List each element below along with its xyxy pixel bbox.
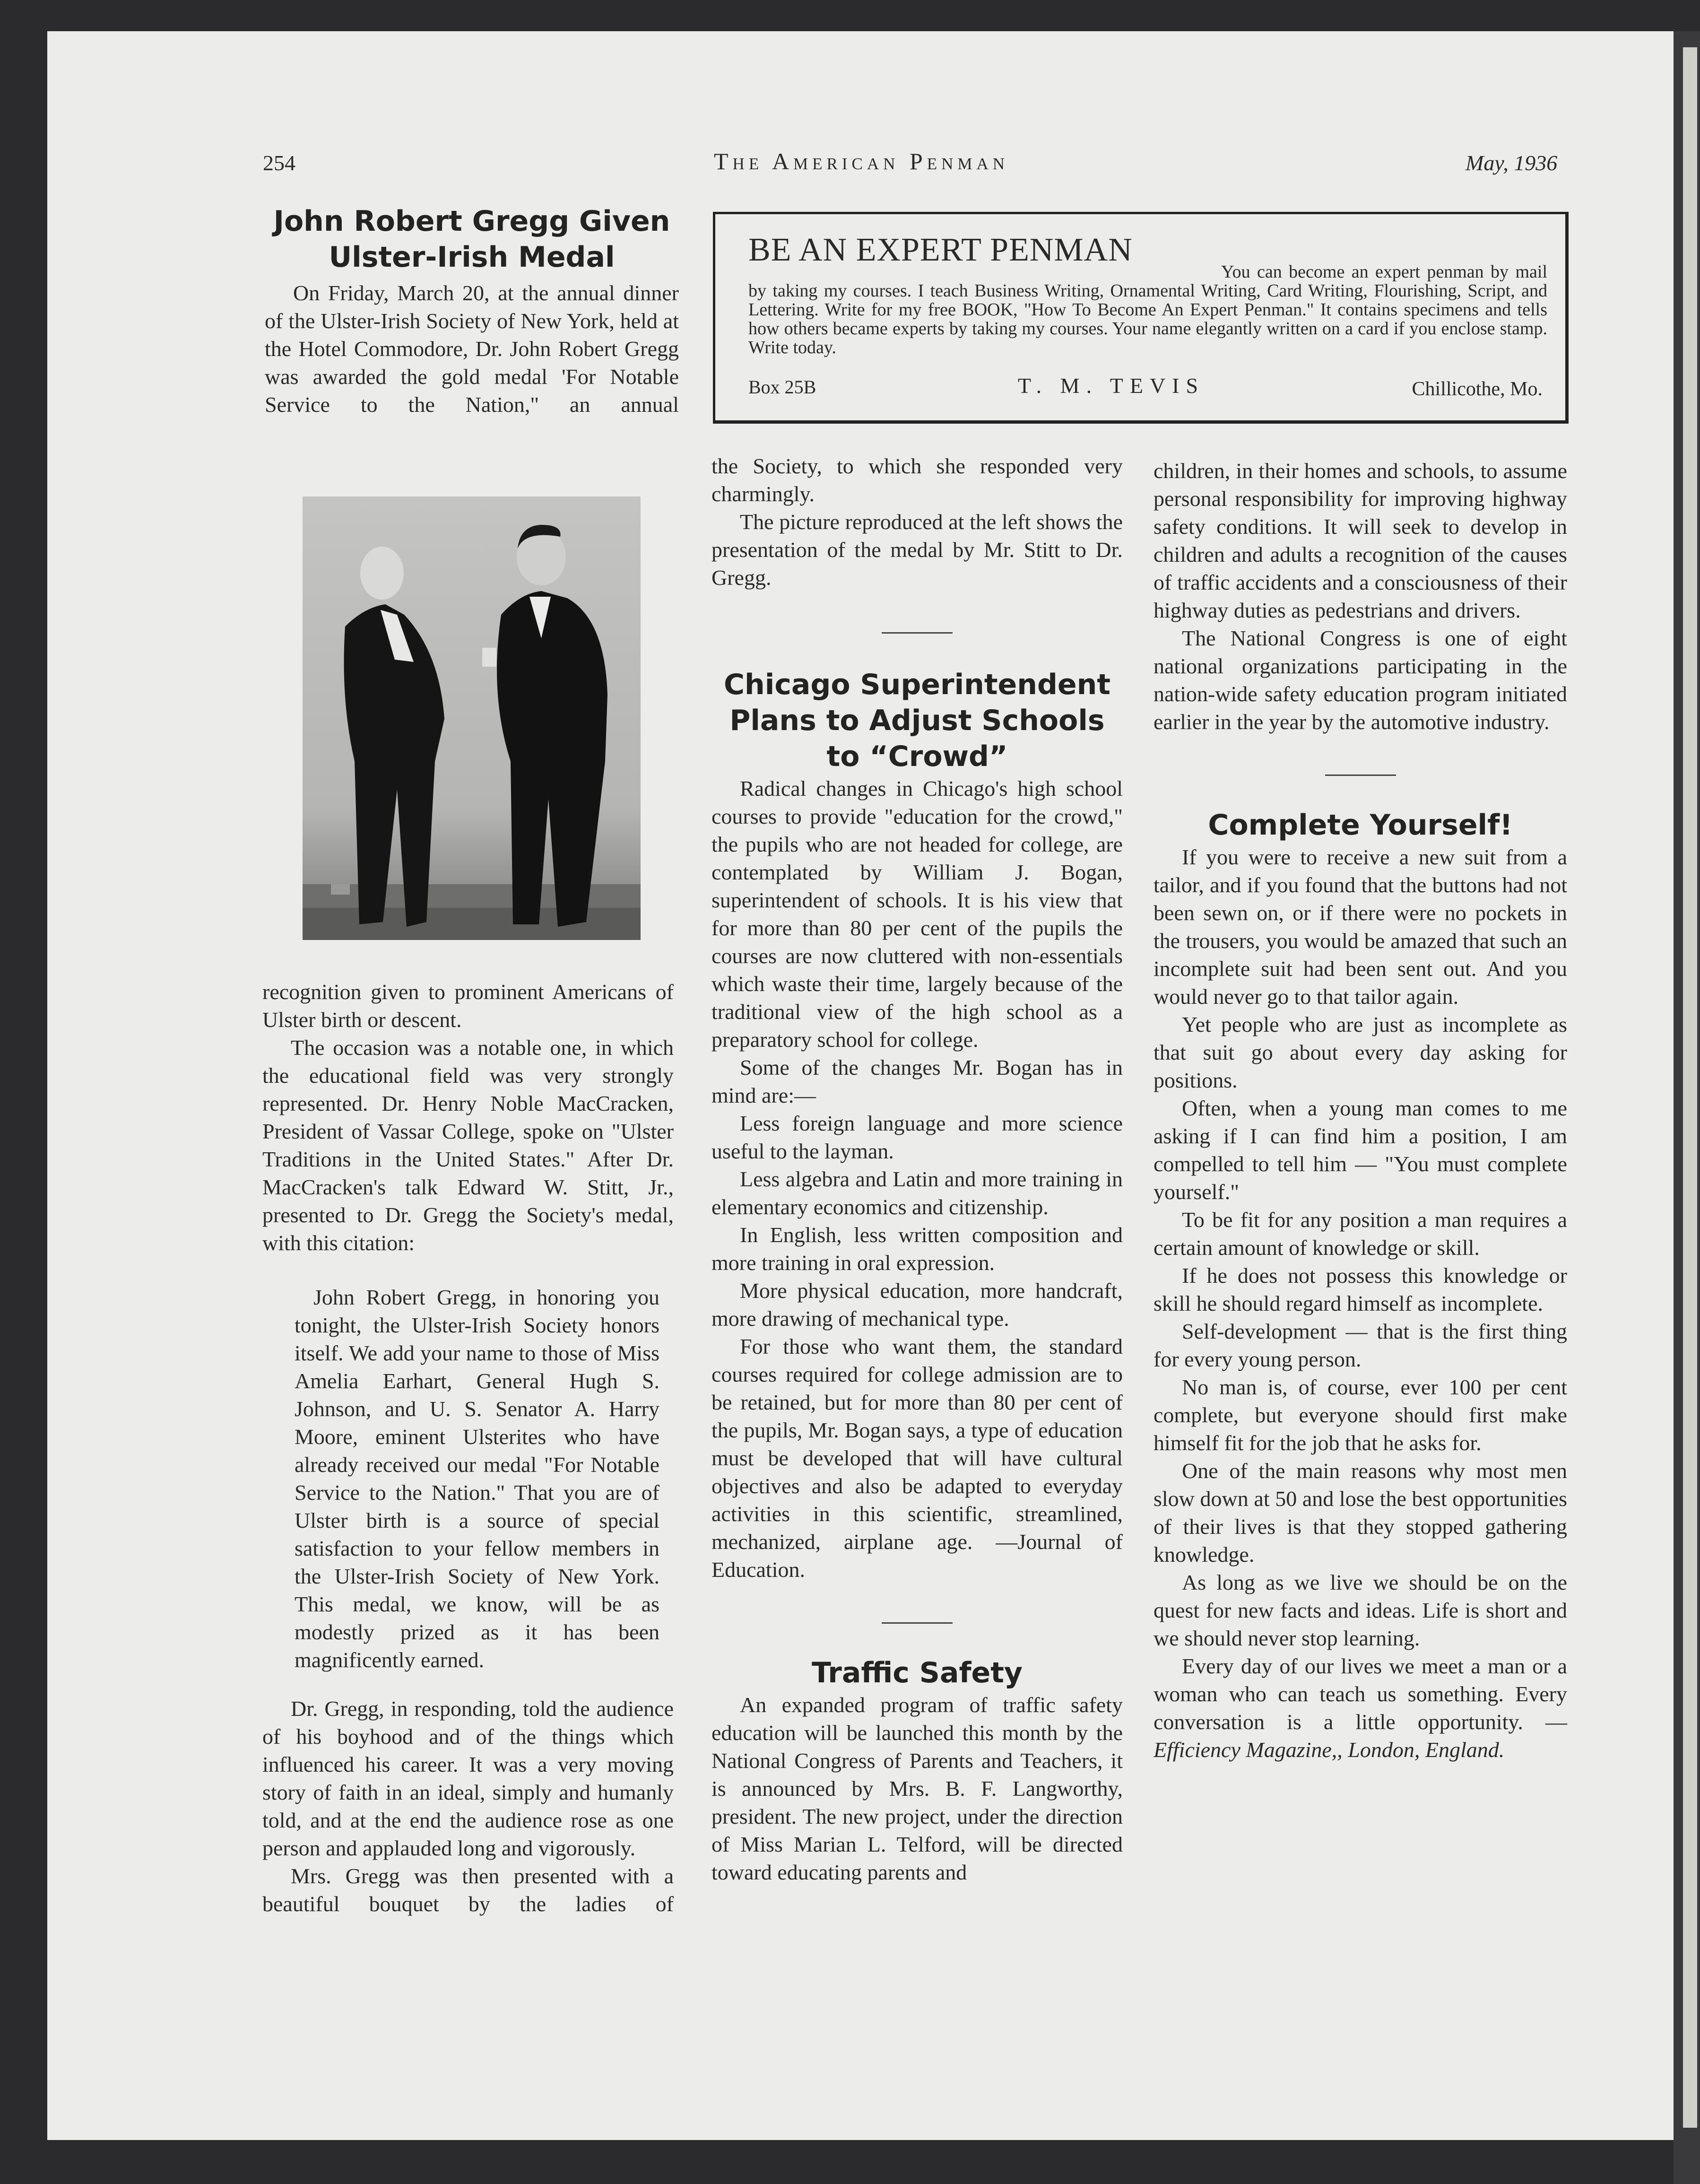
ad-advertiser-name: T. M. TEVIS bbox=[1018, 374, 1205, 398]
article2-title-line3: to “Crowd” bbox=[826, 740, 1008, 773]
ad-city: Chillicothe, Mo. bbox=[1412, 378, 1543, 400]
issue-date: May, 1936 bbox=[1466, 151, 1558, 175]
article3-title: Traffic Safety bbox=[811, 1656, 1023, 1689]
article2-paragraph: For those who want them, the standard courses required for college admission are to be retained, but for more than 80 per cent of the pupils, Mr. Bogan says, a type of education must be developed that will have cultural objectives and also be adapted to everyday activities in this scientific, streamlined, mechanized, airplane age. —Journal of Education. bbox=[711, 1334, 1123, 1582]
column-3 bbox=[1154, 457, 1567, 1764]
column-1-bottom bbox=[262, 978, 674, 1918]
medal-presentation-photo bbox=[303, 496, 641, 940]
article2-paragraph: More physical education, more handcraft, more drawing of mechanical type. bbox=[711, 1279, 1123, 1331]
article3-paragraph: An expanded program of traffic safety education will be launched this month by the National Congress of Parents and Teachers, it is announced by Mrs. B. F. Langworthy, president. The new project, under the direction of Miss Marian L. Telford, will be directed toward educating parents and bbox=[711, 1693, 1123, 1884]
article4-paragraph: Often, when a young man comes to me asking if I can find him a position, I am compelled to tell him — "You must complete yourself." bbox=[1154, 1096, 1567, 1204]
article1-title-line2: Ulster-Irish Medal bbox=[329, 241, 615, 274]
article1-paragraph: the Society, to which she responded very charmingly. bbox=[711, 454, 1123, 506]
article4-paragraph: Self-development — that is the first thing for every young person. bbox=[1154, 1319, 1567, 1371]
article4-paragraph: No man is, of course, ever 100 per cent complete, but everyone should first make himself fit for the job that he asks for. bbox=[1154, 1375, 1567, 1455]
article4-paragraph: If he does not possess this knowledge or skill he should regard himself as incomplete. bbox=[1154, 1263, 1567, 1315]
article4-paragraph: One of the main reasons why most men slow down at 50 and lose the best opportunities of their lives is that they stopped gathering knowledge. bbox=[1154, 1459, 1567, 1566]
article3-paragraph: children, in their homes and schools, to assume personal responsibility for improving highway safety conditions. It will seek to develop in children and adults a recognition of the causes of traffic accidents and a consciousness of their highway duties as pedestrians and drivers. bbox=[1154, 459, 1567, 622]
article2-title-line1: Chicago Superintendent bbox=[724, 668, 1110, 701]
section-divider bbox=[882, 632, 953, 634]
article2-paragraph: Less algebra and Latin and more training in elementary economics and citizenship. bbox=[711, 1167, 1123, 1219]
article1-paragraph: On Friday, March 20, at the annual dinner of the Ulster-Irish Society of New York, held at the Hotel Commodore, Dr. John Robert Gregg was awarded the gold medal 'For Notable Service to the Nation," an annual bbox=[265, 281, 679, 417]
ad-body: You can become an expert penman by mail by taking my courses. I teach Business Writing, Ornamental Writing, Card Writing, Flourishing, Script, and Lettering. Write for my free BOOK, "How To Become An Expert Penman." It contains specimens and tells how others became experts by taking my courses. Your name elegantly written on a card if you enclose stamp. Write today. bbox=[748, 262, 1547, 357]
article4-final-text: Every day of our lives we meet a man or a woman who can teach us something. Every conversation is a little opportunity. — bbox=[1154, 1654, 1567, 1734]
photo-illustration bbox=[303, 496, 641, 940]
column-1-top bbox=[265, 203, 679, 418]
article4-paragraph: If you were to receive a new suit from a tailor, and if you found that the buttons had not been sewn on, or if there were no pockets in the trousers, you would be amazed that such an incomplete suit had been sent out. And you would never go to that tailor again. bbox=[1154, 845, 1567, 1009]
page-number: 254 bbox=[263, 151, 295, 175]
article1-title-line1: John Robert Gregg Given bbox=[273, 205, 670, 238]
article3-paragraph: The National Congress is one of eight national organizations participating in the nation-wide safety education program initiated earlier in the year by the automotive industry. bbox=[1154, 626, 1567, 734]
article1-paragraph: Dr. Gregg, in responding, told the audience of his boyhood and of the things which influenced his career. It was a very moving story of faith in an ideal, simply and humanly told, and at the end the audience rose as one person and applauded long and vigorously. bbox=[262, 1697, 674, 1860]
next-page-edge bbox=[1683, 47, 1697, 2128]
column-2 bbox=[711, 452, 1123, 1886]
article1-paragraph: The picture reproduced at the left shows the presentation of the medal by Mr. Stitt to Dr. Gregg. bbox=[711, 510, 1123, 590]
article2-paragraph: Radical changes in Chicago's high school courses to provide "education for the crowd," the pupils who are not headed for college, are contemplated by William J. Bogan, superintendent of schools. It is his view that for more than 80 per cent of the pupils the courses are now cluttered with non-essentials which waste their time, largely because of the traditional view of the high school as a preparatory school for college. bbox=[711, 776, 1123, 1052]
article1-paragraph: recognition given to prominent Americans of Ulster birth or descent. bbox=[262, 980, 674, 1032]
article2-paragraph: In English, less written composition and more training in oral expression. bbox=[711, 1223, 1123, 1275]
article4-source: Efficiency Magazine,, London, England. bbox=[1154, 1738, 1505, 1762]
article1-paragraph: Mrs. Gregg was then presented with a beautiful bouquet by the ladies of bbox=[262, 1864, 674, 1916]
article2-paragraph: Some of the changes Mr. Bogan has in mind are:— bbox=[711, 1055, 1123, 1107]
ad-box-number: Box 25B bbox=[748, 376, 816, 398]
article1-paragraph: The occasion was a notable one, in which the educational field was very strongly represented. Dr. Henry Noble MacCracken, President of Vassar College, spoke on "Ulster Traditions in the United States." After Dr. MacCracken's talk Edward W. Stitt, Jr., presented to Dr. Gregg the Society's medal, with this citation: bbox=[262, 1035, 674, 1255]
section-divider bbox=[882, 1622, 953, 1624]
ad-headline: BE AN EXPERT PENMAN bbox=[748, 232, 1133, 268]
article2-title-line2: Plans to Adjust Schools bbox=[729, 704, 1105, 737]
article4-paragraph: As long as we live we should be on the quest for new facts and ideas. Life is short and we should never stop learning. bbox=[1154, 1570, 1567, 1650]
medal-citation-quote bbox=[262, 1283, 674, 1674]
article4-paragraph: Yet people who are just as incomplete as that suit go about every day asking for positions. bbox=[1154, 1012, 1567, 1092]
journal-title: The American Penman bbox=[714, 148, 1009, 174]
section-divider bbox=[1325, 774, 1396, 776]
citation-text: John Robert Gregg, in honoring you tonight, the Ulster-Irish Society honors itself. We add your name to those of Miss Amelia Earhart, General Hugh S. Johnson, and U. S. Senator A. Harry Moore, eminent Ulsterites who have already received our medal "For Notable Service to the Nation." That you are of Ulster birth is a source of special satisfaction to your fellow members in the Ulster-Irish Society of New York. This medal, we know, will be as modestly prized as it has been magnificently earned. bbox=[295, 1285, 659, 1672]
article4-title: Complete Yourself! bbox=[1208, 809, 1513, 842]
penman-ad bbox=[713, 212, 1569, 424]
article4-paragraph bbox=[1154, 1652, 1567, 1764]
article4-paragraph: To be fit for any position a man requires a certain amount of knowledge or skill. bbox=[1154, 1208, 1567, 1260]
article2-paragraph: Less foreign language and more science useful to the layman. bbox=[711, 1111, 1123, 1163]
